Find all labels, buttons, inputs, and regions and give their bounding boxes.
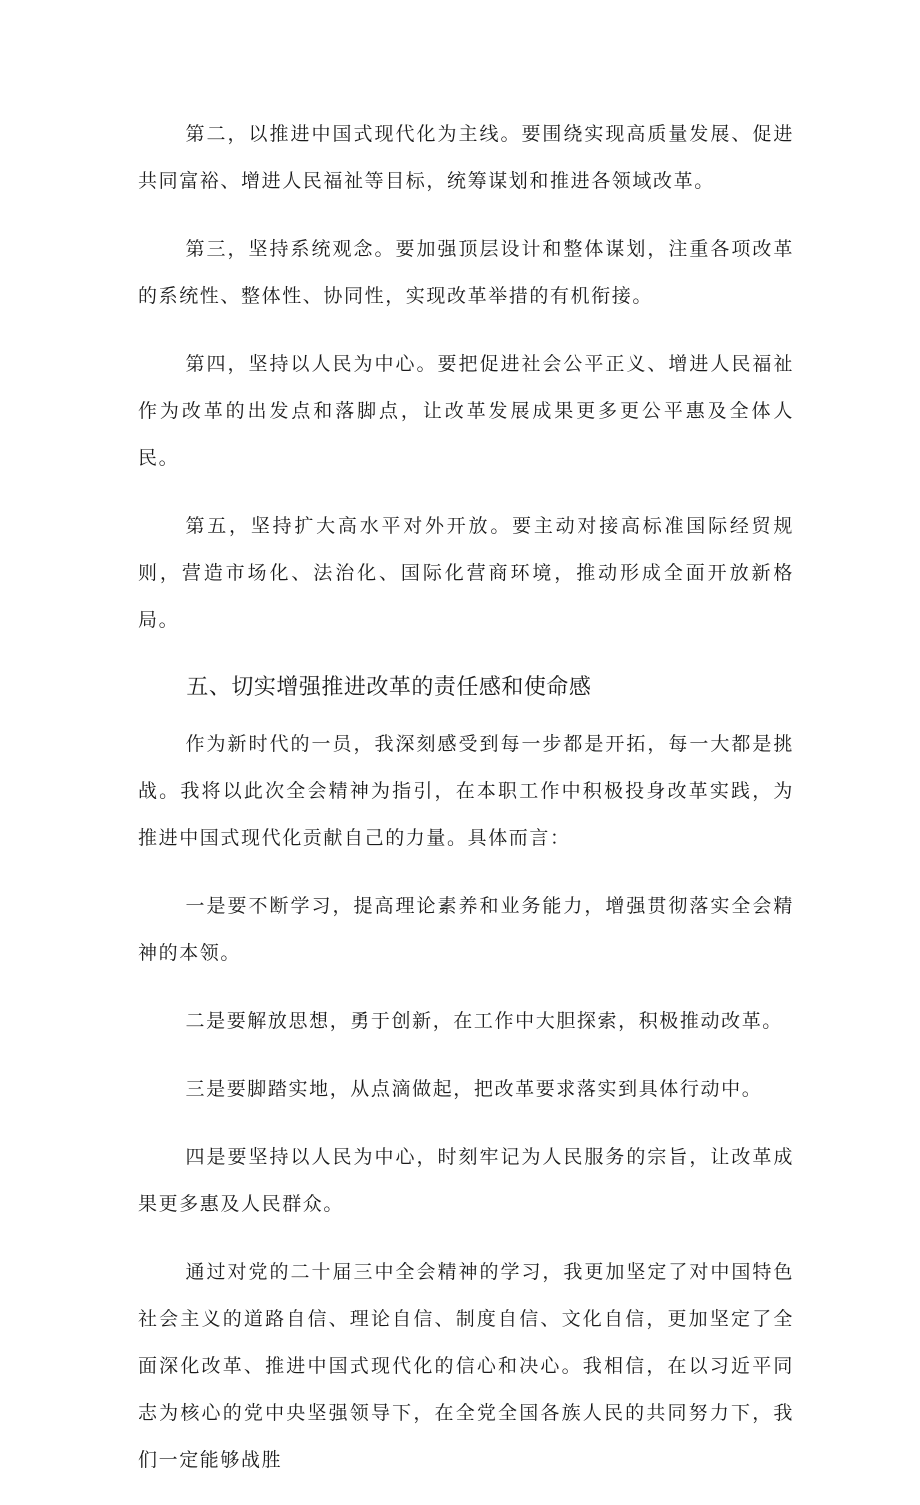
- paragraph-introduction: 作为新时代的一员，我深刻感受到每一步都是开拓，每一大都是挑战。我将以此次全会精神为指引，在本职工作中积极投身改革实践，为推进中国式现代化贡献自己的力量。具体而言：: [138, 733, 794, 849]
- section-heading: 五、切实增强推进改革的责任感和使命感: [186, 675, 592, 700]
- paragraph-item-one: 一是要不断学习，提高理论素养和业务能力，增强贯彻落实全会精神的本领。: [138, 895, 794, 964]
- paragraph-third-principle: 第三，坚持系统观念。要加强顶层设计和整体谋划，注重各项改革的系统性、整体性、协同性，实现改革举措的有机衔接。: [138, 238, 794, 307]
- paragraph-item-four: 四是要坚持以人民为中心，时刻牢记为人民服务的宗旨，让改革成果更多惠及人民群众。: [138, 1146, 794, 1215]
- paragraph-item-three: 三是要脚踏实地，从点滴做起，把改革要求落实到具体行动中。: [185, 1078, 763, 1100]
- paragraph-fourth-principle: 第四，坚持以人民为中心。要把促进社会公平正义、增进人民福祉作为改革的出发点和落脚点，让改革发展成果更多更公平惠及全体人民。: [138, 353, 794, 469]
- paragraph-second-principle: 第二，以推进中国式现代化为主线。要围绕实现高质量发展、促进共同富裕、增进人民福祉等目标，统筹谋划和推进各领域改革。: [138, 123, 794, 192]
- paragraph-fifth-principle: 第五，坚持扩大高水平对外开放。要主动对接高标准国际经贸规则，营造市场化、法治化、国际化营商环境，推动形成全面开放新格局。: [138, 515, 794, 631]
- document-body: [138, 111, 794, 1505]
- paragraph-conclusion: 通过对党的二十届三中全会精神的学习，我更加坚定了对中国特色社会主义的道路自信、理论自信、制度自信、文化自信，更加坚定了全面深化改革、推进中国式现代化的信心和决心。我相信，在以习近平同志为核心的党中央坚强领导下，在全党全国各族人民的共同努力下，我们一定能够战胜: [138, 1261, 794, 1471]
- paragraph-item-two: 二是要解放思想，勇于创新，在工作中大胆探索，积极推动改革。: [185, 1010, 783, 1032]
